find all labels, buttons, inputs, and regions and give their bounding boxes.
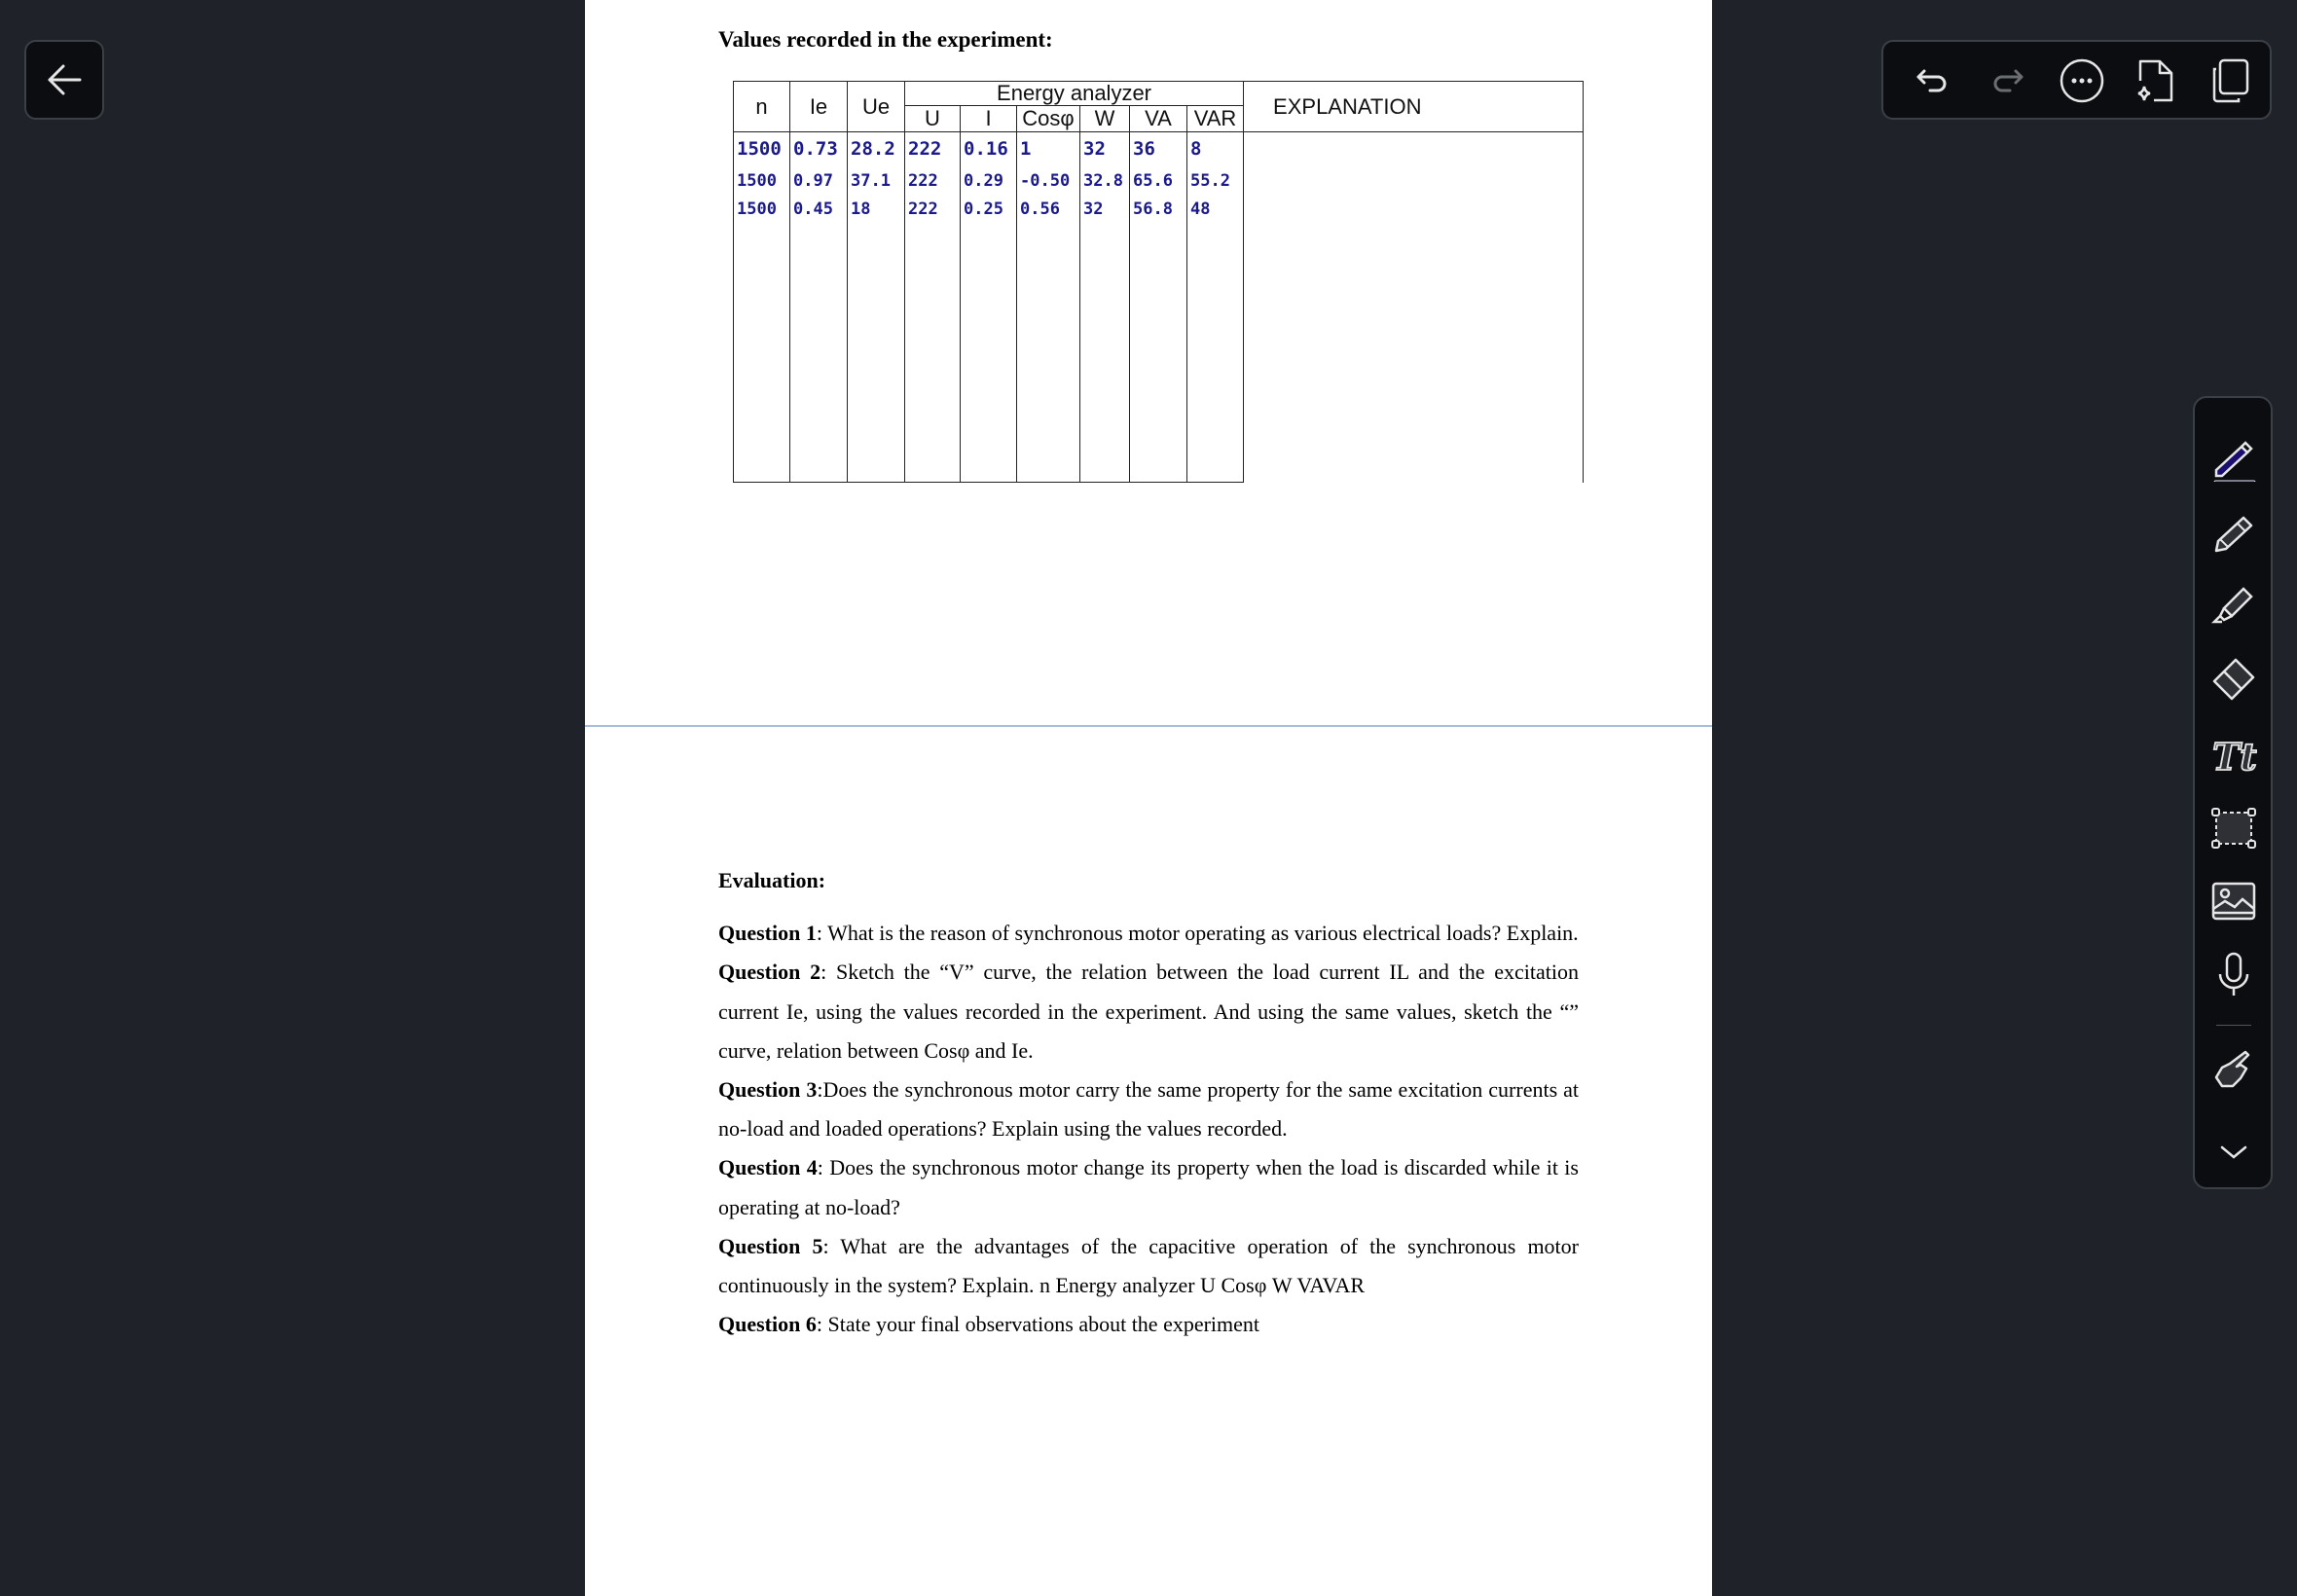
highlighter-icon[interactable]: [2210, 583, 2257, 630]
question-separator: :: [820, 960, 836, 985]
table-cell: 36: [1130, 132, 1187, 165]
pages-icon[interactable]: [2206, 57, 2253, 104]
empty-cell: [734, 222, 790, 483]
table-cell: 65.6: [1130, 165, 1187, 197]
empty-cell: [1017, 222, 1080, 483]
question-separator: :: [816, 1312, 828, 1337]
chevron-down-icon[interactable]: [2210, 1130, 2257, 1177]
subheader-w: W: [1080, 106, 1130, 132]
header-energy-analyzer: Energy analyzer: [905, 82, 1244, 106]
table-cell: 48: [1187, 197, 1244, 222]
table-cell: 32: [1080, 132, 1130, 165]
more-icon[interactable]: [2059, 57, 2105, 104]
table-cell: 0.45: [790, 197, 848, 222]
subheader-var: VAR: [1187, 106, 1244, 132]
table-cell: 222: [905, 165, 961, 197]
svg-text:Tt: Tt: [2212, 735, 2257, 778]
question-text: What are the advantages of the capacitive operation of the synchronous motor continuously in the system? Explain. n Energy analyzer U Cosφ W VAVAR: [718, 1233, 1579, 1298]
document-page[interactable]: [585, 0, 1712, 1596]
top-toolbar: [1881, 40, 2272, 120]
subheader-i: I: [961, 106, 1017, 132]
redo-icon[interactable]: [1985, 57, 2031, 104]
table-cell: 222: [905, 132, 961, 165]
question-6: [718, 1305, 1579, 1344]
empty-cell: [905, 222, 961, 483]
microphone-icon[interactable]: [2210, 951, 2257, 998]
subheader-cos: Cosφ: [1017, 106, 1080, 132]
table-cell: 55.2: [1187, 165, 1244, 197]
question-separator: :: [816, 921, 828, 946]
header-n: n: [734, 82, 790, 132]
table-cell: 8: [1187, 132, 1244, 165]
side-toolbar: [2193, 396, 2273, 1189]
empty-cell: [848, 222, 905, 483]
question-text: What is the reason of synchronous motor operating as various electrical loads? Explain.: [827, 921, 1579, 946]
empty-cell: [1130, 222, 1187, 483]
empty-cell: [1187, 222, 1244, 483]
table-cell: 18: [848, 197, 905, 222]
table-cell: 56.8: [1130, 197, 1187, 222]
question-text: Sketch the “V” curve, the relation between the load current IL and the excitation current Ie, using the values recorded in the experiment. And using the same values, sketch the “” curve, relation between Cosφ and Ie.: [718, 960, 1579, 1063]
table-cell: -0.50: [1017, 165, 1080, 197]
explanation-cell[interactable]: [1244, 132, 1584, 483]
lasso-select-icon[interactable]: [2210, 805, 2257, 852]
table-cell: 1500: [734, 197, 790, 222]
table-cell: 0.16: [961, 132, 1017, 165]
question-label: Question 2: [718, 960, 821, 985]
table-cell: 0.29: [961, 165, 1017, 197]
question-label: Question 4: [718, 1155, 818, 1180]
table-cell: 222: [905, 197, 961, 222]
header-ue: Ue: [848, 82, 905, 132]
evaluation-heading: Evaluation:: [718, 868, 826, 892]
header-ie: Ie: [790, 82, 848, 132]
table-cell: 0.97: [790, 165, 848, 197]
question-4: [718, 1148, 1579, 1226]
section-title: Values recorded in the experiment:: [718, 27, 1053, 52]
question-separator: :: [822, 1233, 841, 1258]
subheader-va: VA: [1130, 106, 1187, 132]
table-cell: 0.73: [790, 132, 848, 165]
evaluation-section: [718, 861, 1579, 1344]
table-cell: 28.2: [848, 132, 905, 165]
back-button[interactable]: [24, 40, 104, 120]
question-label: Question 5: [718, 1233, 823, 1258]
table-cell: 1500: [734, 132, 790, 165]
arrow-left-icon: [26, 42, 102, 118]
undo-icon[interactable]: [1909, 57, 1955, 104]
question-separator: :: [817, 1077, 823, 1103]
pencil-icon[interactable]: [2210, 510, 2257, 557]
hand-touch-icon[interactable]: [2210, 1048, 2257, 1095]
question-text: State your final observations about the experiment: [827, 1312, 1260, 1337]
pen-icon[interactable]: [2210, 435, 2257, 482]
empty-cell: [790, 222, 848, 483]
empty-cell: [961, 222, 1017, 483]
table-cell: 0.25: [961, 197, 1017, 222]
table-cell: 1: [1017, 132, 1080, 165]
table-cell: 32: [1080, 197, 1130, 222]
toolbar-separator: [2216, 1025, 2251, 1026]
question-label: Question 6: [718, 1312, 817, 1337]
empty-cell: [1080, 222, 1130, 483]
ai-document-icon[interactable]: [2133, 57, 2179, 104]
question-separator: :: [817, 1155, 830, 1180]
question-5: [718, 1227, 1579, 1305]
question-label: Question 3: [718, 1077, 818, 1103]
question-text: Does the synchronous motor change its property when the load is discarded while it is operating at no-load?: [718, 1155, 1579, 1219]
page-divider: [585, 725, 1712, 727]
image-icon[interactable]: [2210, 878, 2257, 925]
table-cell: 37.1: [848, 165, 905, 197]
question-text: Does the synchronous motor carry the same property for the same excitation currents at no-load and loaded operations? Explain using the values recorded.: [718, 1077, 1579, 1142]
table-cell: 32.8: [1080, 165, 1130, 197]
question-1: [718, 914, 1579, 953]
question-2: [718, 953, 1579, 1070]
text-icon[interactable]: [2210, 731, 2257, 778]
values-table: [733, 81, 1584, 483]
header-explanation: EXPLANATION: [1244, 82, 1584, 132]
question-3: [718, 1070, 1579, 1148]
question-label: Question 1: [718, 921, 817, 946]
table-row: [734, 132, 1584, 165]
table-cell: 1500: [734, 165, 790, 197]
subheader-u: U: [905, 106, 961, 132]
eraser-icon[interactable]: [2210, 656, 2257, 703]
table-cell: 0.56: [1017, 197, 1080, 222]
